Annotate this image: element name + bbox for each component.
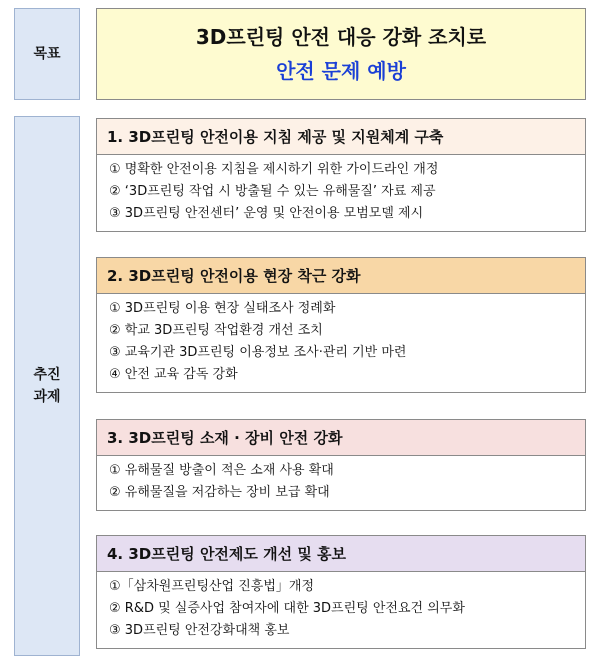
section-title: 3. 3D프린팅 소재 · 장비 안전 강화	[96, 419, 586, 456]
tasks-side-label	[14, 116, 80, 656]
goal-line-1: 3D프린팅 안전 대응 강화 조치로	[195, 25, 487, 49]
list-item: ① 3D프린팅 이용 현장 실태조사 정례화	[109, 301, 336, 316]
list-item: ③ 교육기관 3D프린팅 이용정보 조사·관리 기반 마련	[109, 345, 407, 360]
list-item: ①「삼차원프린팅산업 진흥법」개정	[109, 579, 315, 594]
list-item: ④ 안전 교육 감독 강화	[109, 367, 238, 382]
list-item: ① 유해물질 방출이 적은 소재 사용 확대	[109, 463, 334, 478]
section-body	[96, 572, 586, 649]
goal-box	[96, 8, 586, 100]
list-item: ② R&D 및 실증사업 참여자에 대한 3D프린팅 안전요건 의무화	[109, 601, 465, 616]
section-title: 4. 3D프린팅 안전제도 개선 및 홍보	[96, 535, 586, 572]
list-item: ③ 3D프린팅 안전센터’ 운영 및 안전이용 모범모델 제시	[109, 206, 424, 221]
tasks-label-line-1: 추진	[33, 367, 61, 383]
list-item: ② 유해물질을 저감하는 장비 보급 확대	[109, 485, 330, 500]
list-item: ① 명확한 안전이용 지침을 제시하기 위한 가이드라인 개정	[109, 162, 439, 177]
section-body	[96, 155, 586, 232]
section-title: 1. 3D프린팅 안전이용 지침 제공 및 지원체계 구축	[96, 118, 586, 155]
goal-line-2: 안전 문제 예방	[276, 59, 406, 83]
list-item: ② 학교 3D프린팅 작업환경 개선 조치	[109, 323, 323, 338]
section-body	[96, 294, 586, 393]
goal-side-label	[14, 8, 80, 100]
tasks-label-line-2: 과제	[33, 389, 61, 405]
task-section-3	[96, 419, 586, 511]
section-body	[96, 456, 586, 511]
section-title: 2. 3D프린팅 안전이용 현장 착근 강화	[96, 257, 586, 294]
goal-label-text: 목표	[33, 46, 61, 62]
list-item: ③ 3D프린팅 안전강화대책 홍보	[109, 623, 290, 638]
task-section-2	[96, 257, 586, 393]
task-section-1	[96, 118, 586, 232]
task-section-4	[96, 535, 586, 649]
list-item: ② ‘3D프린팅 작업 시 방출될 수 있는 유해물질’ 자료 제공	[109, 184, 436, 199]
